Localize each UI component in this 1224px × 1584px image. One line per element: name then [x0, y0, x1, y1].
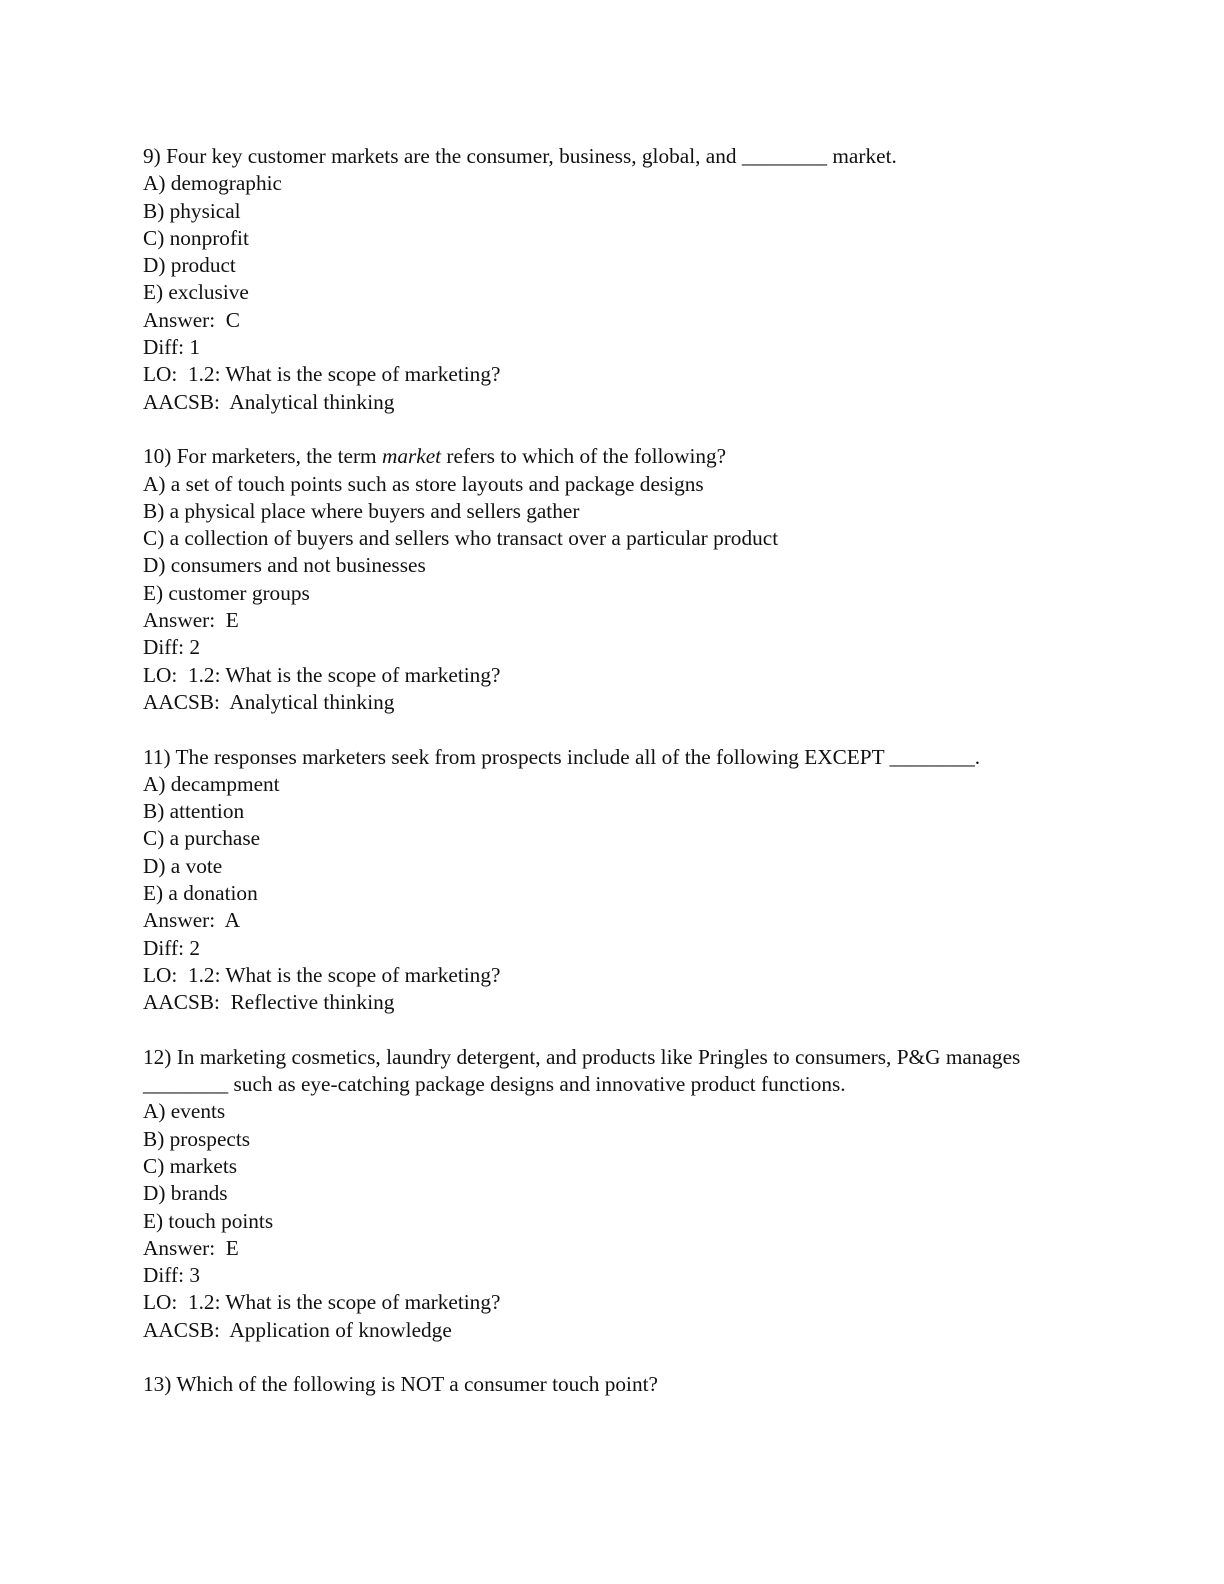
answer: Answer: A	[143, 908, 241, 933]
difficulty: Diff: 1	[143, 335, 200, 360]
document-page	[143, 143, 1083, 1426]
option-a: A) a set of touch points such as store layouts and package designs	[143, 471, 704, 496]
stem-italic-term: market	[381, 444, 442, 469]
option-a: A) demographic	[143, 171, 282, 196]
aacsb: AACSB: Application of knowledge	[143, 1317, 452, 1342]
option-a: A) events	[143, 1099, 226, 1124]
question-stem: 12) In marketing cosmetics, laundry detergent, and products like Pringles to consumers, P&G manages ________ such as eye-catching package designs and innovative product functions.	[143, 1044, 1021, 1097]
stem-text: 10) For marketers, the term	[143, 444, 382, 469]
option-e: E) exclusive	[143, 280, 249, 305]
answer: Answer: E	[143, 1235, 239, 1260]
option-b: B) attention	[143, 799, 245, 824]
answer: Answer: C	[143, 307, 241, 332]
option-b: B) a physical place where buyers and sellers gather	[143, 498, 580, 523]
aacsb: AACSB: Reflective thinking	[143, 990, 395, 1015]
aacsb: AACSB: Analytical thinking	[143, 389, 395, 414]
question-stem: 9) Four key customer markets are the consumer, business, global, and ________ market.	[143, 144, 897, 168]
question-10	[143, 443, 1083, 716]
option-c: C) a purchase	[143, 826, 261, 851]
option-a: A) decampment	[143, 771, 280, 796]
answer: Answer: E	[143, 608, 239, 633]
question-stem	[143, 443, 1083, 470]
question-11	[143, 744, 1083, 1017]
question-9	[143, 143, 1083, 416]
option-b: B) prospects	[143, 1126, 251, 1151]
question-stem: 11) The responses marketers seek from prospects include all of the following EXCEPT ________.	[143, 744, 981, 769]
difficulty: Diff: 3	[143, 1263, 200, 1288]
option-e: E) a donation	[143, 881, 258, 906]
option-c: C) markets	[143, 1153, 238, 1178]
stem-text: refers to which of the following?	[441, 444, 727, 469]
question-12	[143, 1044, 1083, 1344]
option-c: C) a collection of buyers and sellers who transact over a particular product	[143, 526, 779, 551]
option-d: D) brands	[143, 1181, 228, 1206]
question-stem: 13) Which of the following is NOT a consumer touch point?	[143, 1372, 658, 1397]
option-c: C) nonprofit	[143, 225, 249, 250]
question-13	[143, 1371, 1083, 1398]
learning-objective: LO: 1.2: What is the scope of marketing?	[143, 662, 501, 687]
option-d: D) a vote	[143, 853, 223, 878]
option-e: E) customer groups	[143, 580, 310, 605]
learning-objective: LO: 1.2: What is the scope of marketing?	[143, 362, 501, 387]
option-d: D) consumers and not businesses	[143, 553, 426, 578]
option-b: B) physical	[143, 198, 241, 223]
difficulty: Diff: 2	[143, 935, 200, 960]
aacsb: AACSB: Analytical thinking	[143, 689, 395, 714]
learning-objective: LO: 1.2: What is the scope of marketing?	[143, 962, 501, 987]
option-e: E) touch points	[143, 1208, 274, 1233]
option-d: D) product	[143, 253, 236, 278]
difficulty: Diff: 2	[143, 635, 200, 660]
learning-objective: LO: 1.2: What is the scope of marketing?	[143, 1290, 501, 1315]
